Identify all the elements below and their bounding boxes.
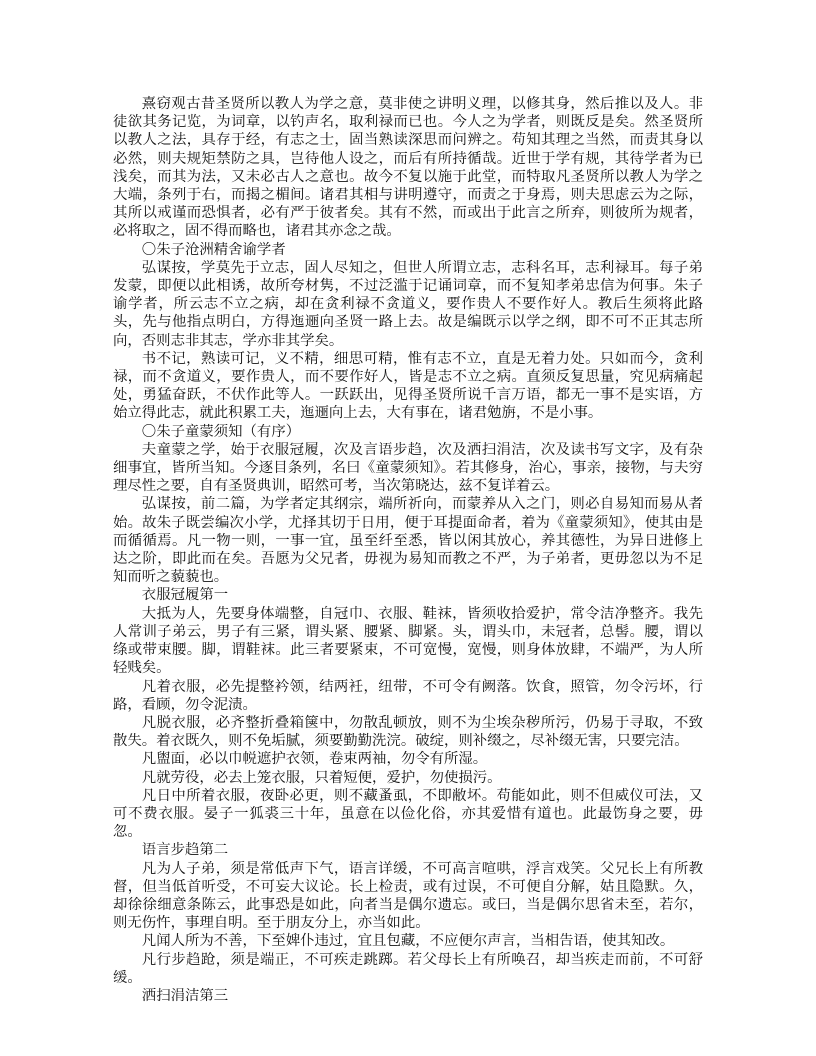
paragraph: 凡着衣服，必先提整衿领，结两衽，纽带，不可令有阙落。饮食，照管，勿令污坏，行路，看顾，勿令泥渍。 <box>113 678 703 713</box>
paragraph: 凡闻人所为不善，下至婢仆违过，宜且包藏，不应便尔声言，当相告语，使其知改。 <box>141 933 675 950</box>
paragraph: 凡行步趋跄，须是端正，不可疾走跳踯。若父母长上有所唤召，却当疾走而前，不可舒缓。 <box>113 951 703 986</box>
paragraph: 书不记，熟读可记，义不精，细思可精，惟有志不立，直是无着力处。只如而今，贪利禄，而不贪道义，要作贵人，而不要作好人，皆是志不立之病。直须反复思量，究见病痛起处，勇猛奋跃，不伏作此等人。一跃跃出，见得圣贤所说千言万语，都无一事不是实语，方始立得此志，就此积累工夫，迤逦向上去，大有事在，诸君勉旃，不是小事。 <box>113 350 703 422</box>
section-heading: 〇朱子童蒙须知（有序） <box>141 423 301 440</box>
paragraph: 熹窃观古昔圣贤所以教人为学之意，莫非使之讲明义理，以修其身，然后推以及人。非徒欲其务记览，为词章，以钓声名，取利禄而已也。今人之为学者，则既反是矣。然圣贤所以教人之法，具存于经，有志之士，固当熟读深思而问辨之。苟知其理之当然，而责其身以必然，则夫规矩禁防之具，岂待他人设之，而后有所持循哉。近世于学有规，其待学者为已浅矣，而其为法，又未必古人之意也。故今不复以施于此堂，而特取凡圣贤所以教人为学之大端，条列于右，而揭之楣间。诸君其相与讲明遵守，而责之于身焉，则夫思虑云为之际，其所以戒谨而恐惧者，必有严于彼者矣。其有不然，而或出于此言之所弃，则彼所为规者，必将取之，固不得而略也，诸君其亦念之哉。 <box>113 96 703 240</box>
section-heading: 语言步趋第二 <box>141 842 229 859</box>
paragraph: 凡盥面，必以巾帨遮护衣领，卷束两袖，勿令有所湿。 <box>141 751 488 768</box>
paragraph: 弘谋按，学莫先于立志，固人尽知之，但世人所谓立志，志科名耳，志利禄耳。每子弟发蒙，即便以此相诱，故所夸材隽，不过泛滥于记诵词章，而不复知孝弟忠信为何事。朱子谕学者，所云志不立之病，却在贪利禄不贪道义，要作贵人不要作好人。教后生须将此路头，先与他指点明白，方得迤逦向圣贤一路上去。故是编既示以学之纲，即不可不正其志所向，否则志非其志，学亦非其学矣。 <box>113 259 703 349</box>
section-heading: 洒扫涓洁第三 <box>141 987 229 1004</box>
paragraph: 凡日中所着衣服，夜卧必更，则不藏蚤虱，不即敝坏。苟能如此，则不但威仪可法，又可不费衣服。晏子一狐裘三十年，虽意在以俭化俗，亦其爱惜有道也。此最饬身之要，毋忽。 <box>113 787 703 841</box>
paragraph: 凡为人子弟，须是常低声下气，语言详缓，不可高言喧哄，浮言戏笑。父兄长上有所教督，但当低首听受，不可妄大议论。长上检责，或有过误，不可便自分解，姑且隐默。久，却徐徐细意条陈云，此事恐是如此，向者当是偶尔遗忘。或曰，当是偶尔思省未至，若尔，则无伤忤，事理自明。至于朋友分上，亦当如此。 <box>113 860 703 932</box>
section-heading: 衣服冠履第一 <box>141 587 229 604</box>
paragraph: 大抵为人，先要身体端整，自冠巾、衣服、鞋袜，皆须收拾爱护，常令洁净整齐。我先人常训子弟云，男子有三紧，谓头紧、腰紧、脚紧。头，谓头巾，未冠者，总髻。腰，谓以绦或带束腰。脚，谓鞋袜。此三者要紧束，不可宽慢，宽慢，则身体放肆，不端严，为人所轻贱矣。 <box>113 605 703 677</box>
paragraph: 凡脱衣服，必齐整折叠箱箧中，勿散乱顿放，则不为尘埃杂秽所污，仍易于寻取，不致散失。着衣既久，则不免垢腻，须要勤勤洗浣。破绽，则补缀之，尽补缀无害，只要完洁。 <box>113 714 703 750</box>
paragraph: 夫童蒙之学，始于衣服冠履，次及言语步趋，次及洒扫涓洁，次及读书写文字，及有杂细事宜，皆所当知。今逐目条列，名曰《童蒙须知》。若其修身，治心，事亲，接物，与夫穷理尽性之要，自有圣贤典训，昭然可考，当次第晓达，兹不复详着云。 <box>113 441 703 495</box>
paragraph: 凡就劳役，必去上笼衣服，只着短便，爱护，勿使损污。 <box>141 769 502 786</box>
paragraph: 弘谋按，前二篇，为学者定其纲宗，端所祈向，而蒙养从入之门，则必自易知而易从者始。故朱子既尝编次小学，尤择其切于日用，便于耳提面命者，着为《童蒙须知》，使其由是而循循焉。凡一物一则，一事一宜，虽至纤至悉，皆以闲其放心，养其德性，为异日进修上达之阶，即此而在矣。吾愿为父兄者，毋视为易知而教之不严，为子弟者，更毋忽以为不足知而听之藐藐也。 <box>113 496 703 586</box>
section-heading: 〇朱子沧洲精舍谕学者 <box>141 241 286 258</box>
text-column <box>113 95 703 1005</box>
